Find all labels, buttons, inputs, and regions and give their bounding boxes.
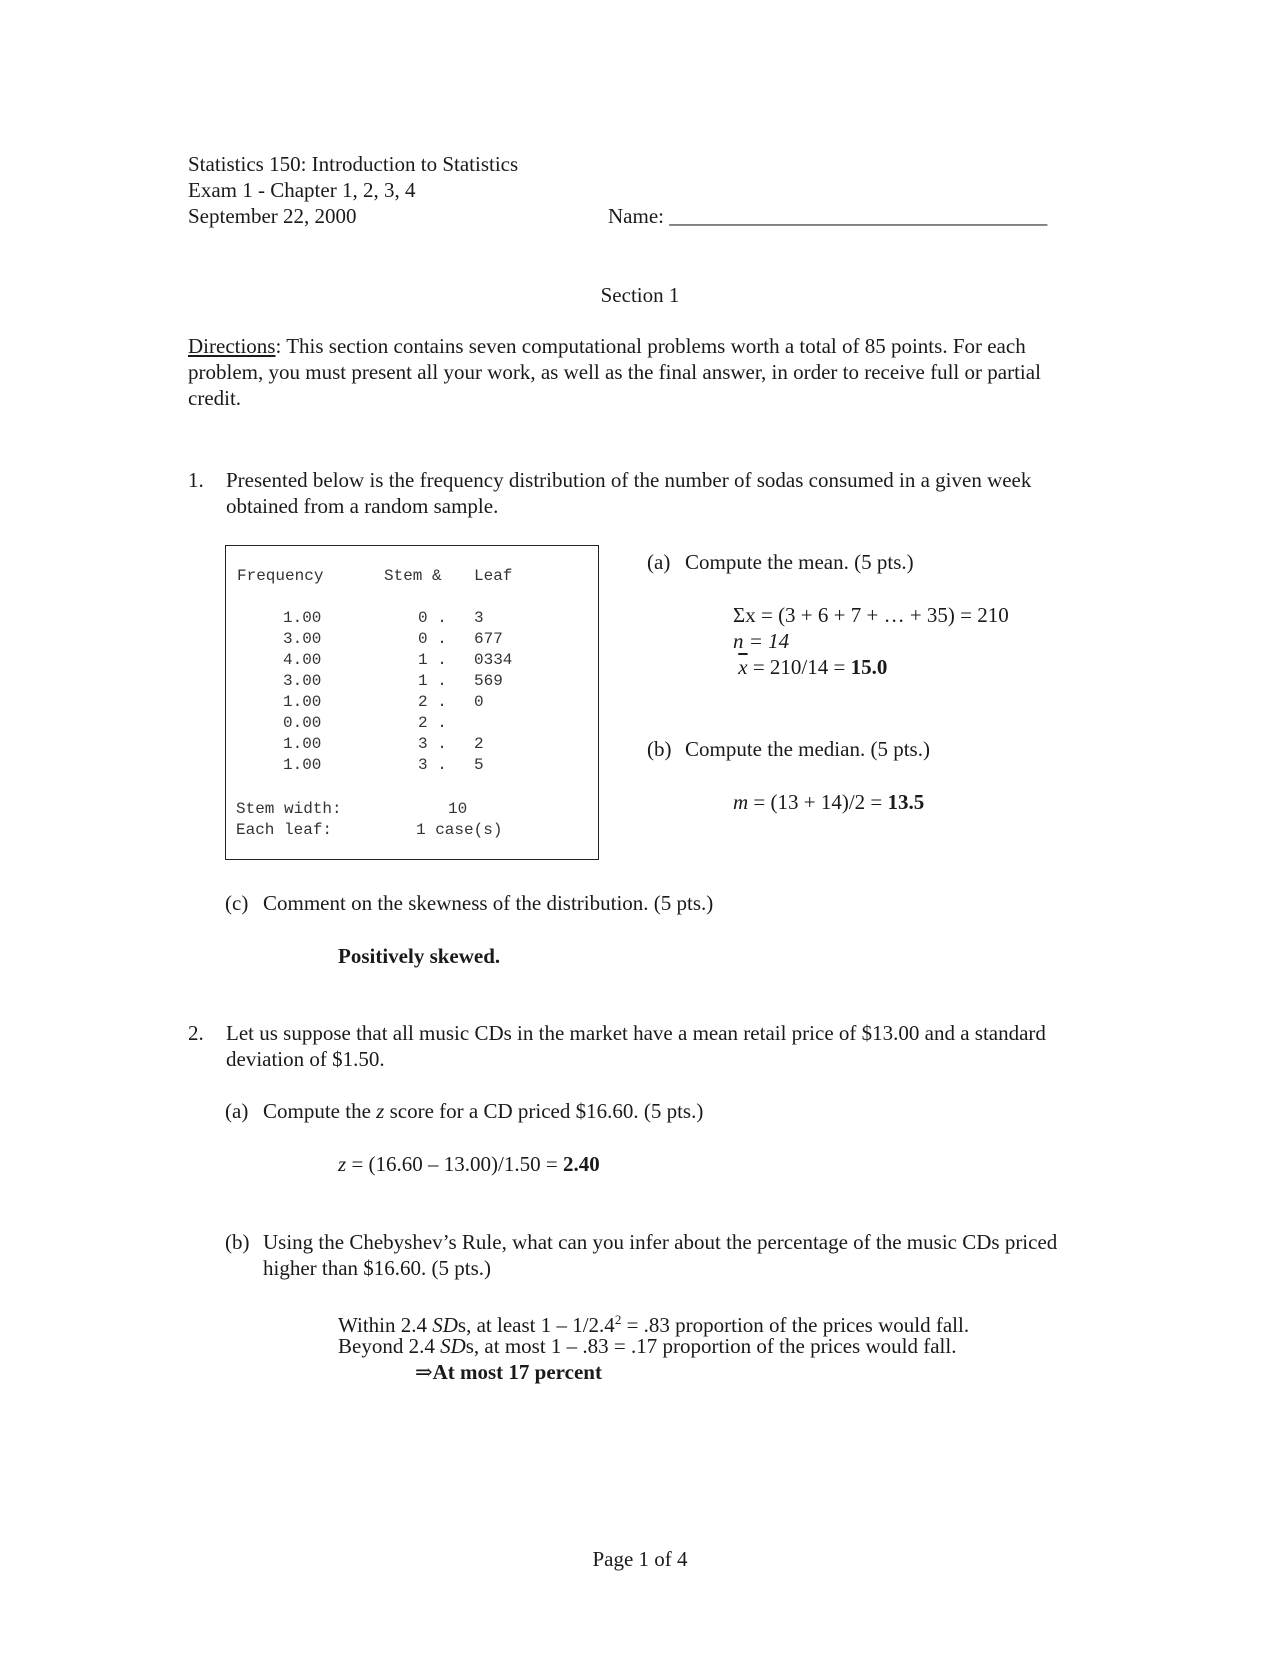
- section-title: Section 1: [600, 283, 680, 307]
- leaf-cell: 5: [474, 756, 484, 774]
- leaf-cell: 3: [474, 609, 484, 627]
- q2-part-b-question: Using the Chebyshev’s Rule, what can you infer about the percentage of the music CDs priced higher than $16.60. (5 pts.): [263, 1230, 1058, 1280]
- q1-part-a: [647, 549, 914, 575]
- line2-post: s, at most 1 – .83 = .17 proportion of the prices would fall.: [465, 1334, 957, 1358]
- frequency-cell: 0.00: [283, 714, 322, 732]
- leaf-cell: [474, 713, 512, 734]
- stem-cell: 3 .: [418, 735, 447, 753]
- q2-part-a: [225, 1098, 703, 1124]
- stem-cell: 2 .: [418, 693, 447, 711]
- directions: [188, 333, 1088, 411]
- q2-part-a-z: z: [376, 1099, 385, 1123]
- q1-part-b-question: Compute the median. (5 pts.): [685, 737, 930, 761]
- sds-text: SD: [432, 1313, 458, 1337]
- q2-part-b-work: [338, 1307, 969, 1385]
- each-leaf-label: Each leaf:: [236, 821, 333, 839]
- stem-cell: 0 .: [418, 630, 447, 648]
- q1-part-c-question: Comment on the skewness of the distribution. (5 pts.): [263, 891, 714, 915]
- q2-part-a-label: (a): [225, 1099, 249, 1123]
- stem-cell: 1 .: [418, 672, 447, 690]
- line1-post: = .83 proportion of the prices would fall.: [621, 1313, 970, 1337]
- leaf-cell: 2: [474, 735, 484, 753]
- q1-part-a-label: (a): [647, 550, 671, 574]
- z-expression: = (16.60 – 13.00)/1.50 =: [346, 1152, 563, 1176]
- n-line: n = 14: [733, 629, 790, 653]
- z-symbol: z: [338, 1152, 347, 1176]
- question-1: [188, 467, 1088, 519]
- xbar-symbol: $\overline{x}$: [738, 655, 748, 679]
- sds-text: SD: [440, 1334, 466, 1358]
- exam-date: September 22, 2000: [188, 204, 357, 228]
- question-2-number: 2.: [188, 1021, 204, 1045]
- stem-cell: 0 .: [418, 609, 447, 627]
- q1-part-a-work: [733, 602, 1009, 680]
- q1-part-c: [225, 890, 713, 916]
- mean-answer: 15.0: [850, 655, 888, 679]
- stem-width-label: Stem width:: [236, 800, 342, 818]
- leaf-cell: 569: [474, 672, 503, 690]
- line1-pre: Within 2.4: [338, 1313, 433, 1337]
- course-title: Statistics 150: Introduction to Statistics: [188, 152, 519, 176]
- exam-title: Exam 1 - Chapter 1, 2, 3, 4: [188, 178, 416, 202]
- stem-leaf-footer-labels: [236, 799, 342, 841]
- implies-icon: ⇒: [415, 1360, 433, 1384]
- question-1-text: Presented below is the frequency distribution of the number of sodas consumed in a given week obtained from a random sample.: [226, 468, 1032, 518]
- col-leaf-header: Leaf: [474, 567, 513, 585]
- leaf-cell: 677: [474, 630, 503, 648]
- frequency-cell: 3.00: [283, 672, 322, 690]
- frequency-cell: 3.00: [283, 630, 322, 648]
- q1-part-a-question: Compute the mean. (5 pts.): [685, 550, 914, 574]
- median-symbol: m: [733, 790, 749, 814]
- chebyshev-line-2: [338, 1333, 969, 1359]
- line1-superscript: 2: [614, 1312, 622, 1327]
- q1-part-b: [647, 736, 930, 762]
- line1-mid: s, at least 1 – 1/2.4: [457, 1313, 615, 1337]
- frequency-cell: 1.00: [283, 735, 322, 753]
- q1-part-b-label: (b): [647, 737, 672, 761]
- name-field: Name: ____________________________________: [608, 204, 1048, 228]
- frequency-cell: 1.00: [283, 693, 322, 711]
- question-1-number: 1.: [188, 468, 204, 492]
- q2-part-a-work: [338, 1151, 600, 1177]
- stem-width-value-text: 10: [448, 800, 468, 818]
- stem-width-value: [448, 799, 467, 820]
- col-frequency-header: Frequency: [237, 567, 324, 585]
- page-number: Page 1 of 4: [592, 1547, 688, 1571]
- each-leaf-value-text: 1 case(s): [416, 821, 503, 839]
- stem-cell: 1 .: [418, 651, 447, 669]
- leaf-column: [474, 608, 512, 776]
- mean-line: [733, 654, 1009, 680]
- question-2: [188, 1020, 1088, 1072]
- frequency-cell: 1.00: [283, 756, 322, 774]
- frequency-cell: 4.00: [283, 651, 322, 669]
- stem-leaf-table: [225, 545, 599, 860]
- col-stem-header: Stem &: [384, 567, 442, 585]
- chebyshev-conclusion: [415, 1359, 969, 1385]
- leaf-cell: 0: [474, 693, 484, 711]
- each-leaf-value: [416, 820, 502, 841]
- directions-text: : This section contains seven computational problems worth a total of 85 points. For each problem, you must present all your work, as well as the final answer, in order to receive full or partial credit.: [188, 334, 1041, 410]
- q2-part-b: [225, 1229, 1085, 1281]
- line2-pre: Beyond 2.4: [338, 1334, 441, 1358]
- q1-part-c-label: (c): [225, 891, 249, 915]
- mean-expression: = 210/14 =: [747, 655, 851, 679]
- q1-part-b-work: [733, 789, 924, 815]
- q2-part-b-label: (b): [225, 1230, 250, 1254]
- median-answer: 13.5: [887, 790, 925, 814]
- stem-cell: 3 .: [418, 756, 447, 774]
- q2-part-a-question-post: score for a CD priced $16.60. (5 pts.): [384, 1099, 704, 1123]
- exam-header: [188, 151, 518, 229]
- sum-line: Σx = (3 + 6 + 7 + … + 35) = 210: [733, 603, 1009, 627]
- frequency-column: [283, 608, 321, 776]
- directions-label: Directions: [188, 334, 276, 358]
- q2-part-a-question-pre: Compute the: [263, 1099, 377, 1123]
- stem-column: [418, 608, 447, 776]
- chebyshev-line-1: [338, 1307, 970, 1337]
- z-answer: 2.40: [562, 1152, 600, 1176]
- stem-cell: 2 .: [418, 714, 447, 732]
- q1-part-c-answer: Positively skewed.: [338, 944, 501, 968]
- leaf-cell: 0334: [474, 651, 513, 669]
- conclusion-text: At most 17 percent: [432, 1360, 602, 1384]
- question-2-text: Let us suppose that all music CDs in the market have a mean retail price of $13.00 and a standard deviation of $1.50.: [226, 1021, 1046, 1071]
- median-expression: = (13 + 14)/2 =: [748, 790, 888, 814]
- frequency-cell: 1.00: [283, 609, 322, 627]
